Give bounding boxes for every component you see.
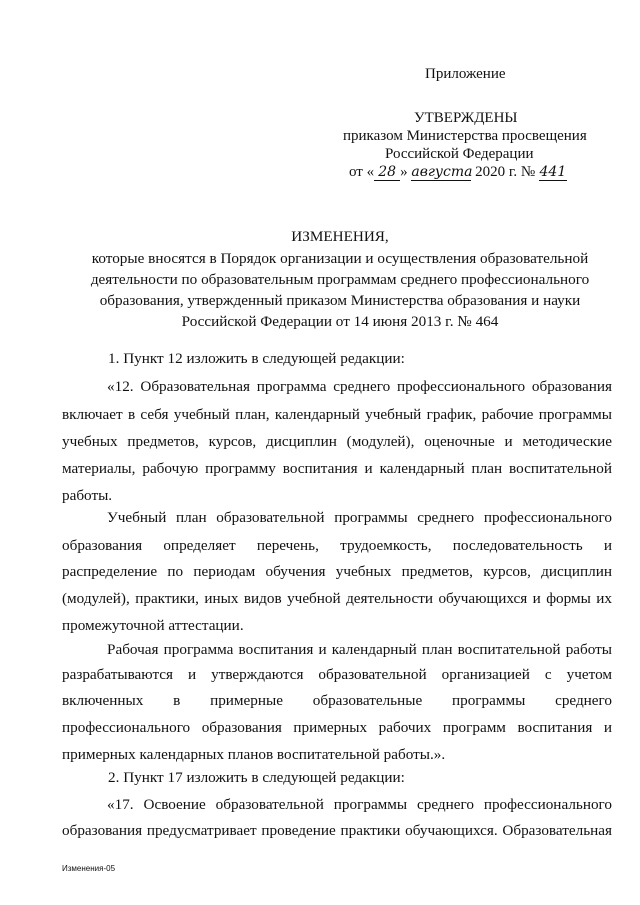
paragraph-line: материалы, рабочую программу воспитания и календарный план воспитательной bbox=[62, 460, 612, 477]
title-line: которые вносятся в Порядок организации и осуществления образовательной bbox=[91, 250, 589, 267]
paragraph-line: работы. bbox=[62, 487, 113, 504]
date-prefix: от « bbox=[349, 164, 375, 180]
order-number: 441 bbox=[539, 164, 567, 180]
approved-label: УТВЕРЖДЕНЫ bbox=[414, 110, 518, 126]
date-day: 28 bbox=[374, 165, 400, 181]
order-line-1: приказом Министерства просвещения bbox=[343, 128, 587, 144]
paragraph-line: промежуточной аттестации. bbox=[62, 617, 244, 634]
appendix-label: Приложение bbox=[425, 66, 506, 82]
title-line: Российской Федерации от 14 июня 2013 г. № 464 bbox=[181, 313, 499, 330]
order-date-line bbox=[349, 163, 567, 181]
document-heading: ИЗМЕНЕНИЯ, bbox=[291, 228, 389, 245]
paragraph-line: включенных в примерные образовательные программы среднего bbox=[62, 692, 612, 709]
paragraph-line: (модулей), практики, иных видов учебной деятельности обучающихся и формы их bbox=[62, 590, 612, 607]
paragraph-line: Рабочая программа воспитания и календарный план воспитательной работы bbox=[107, 641, 612, 658]
date-year: 2020 г. № bbox=[475, 164, 536, 180]
paragraph-line: Учебный план образовательной программы среднего профессионального bbox=[107, 509, 612, 526]
paragraph-line: профессионального образования примерных рабочих программ воспитания и bbox=[62, 719, 612, 736]
paragraph-line: образования предусматривает проведение практики обучающихся. Образовательная bbox=[62, 822, 612, 839]
item-2-heading: 2. Пункт 17 изложить в следующей редакции: bbox=[108, 769, 405, 786]
paragraph-line: разрабатываются и утверждаются образовательной организацией с учетом bbox=[62, 666, 612, 683]
paragraph-line: примерных календарных планов воспитательной работы.». bbox=[62, 746, 446, 763]
paragraph-line: образования определяет перечень, трудоемкость, последовательность и bbox=[62, 537, 612, 554]
order-line-2: Российской Федерации bbox=[385, 146, 534, 162]
paragraph-line: учебных предметов, курсов, дисциплин (модулей), оценочные и методические bbox=[62, 433, 612, 450]
title-line: образования, утвержденный приказом Министерства образования и науки bbox=[99, 292, 581, 309]
title-line: деятельности по образовательным программам среднего профессионального bbox=[90, 271, 590, 288]
date-month: августа bbox=[411, 164, 473, 180]
paragraph-line: включает в себя учебный план, календарный учебный график, рабочие программы bbox=[62, 406, 612, 423]
paragraph-line: распределение по периодам обучения учебных предметов, курсов, дисциплин bbox=[62, 563, 612, 580]
paragraph-line: «12. Образовательная программа среднего профессионального образования bbox=[107, 378, 612, 395]
date-mid: » bbox=[400, 164, 408, 180]
item-1-heading: 1. Пункт 12 изложить в следующей редакции: bbox=[108, 350, 405, 367]
paragraph-line: «17. Освоение образовательной программы среднего профессионального bbox=[107, 796, 612, 813]
footer-code: Изменения-05 bbox=[62, 864, 116, 873]
